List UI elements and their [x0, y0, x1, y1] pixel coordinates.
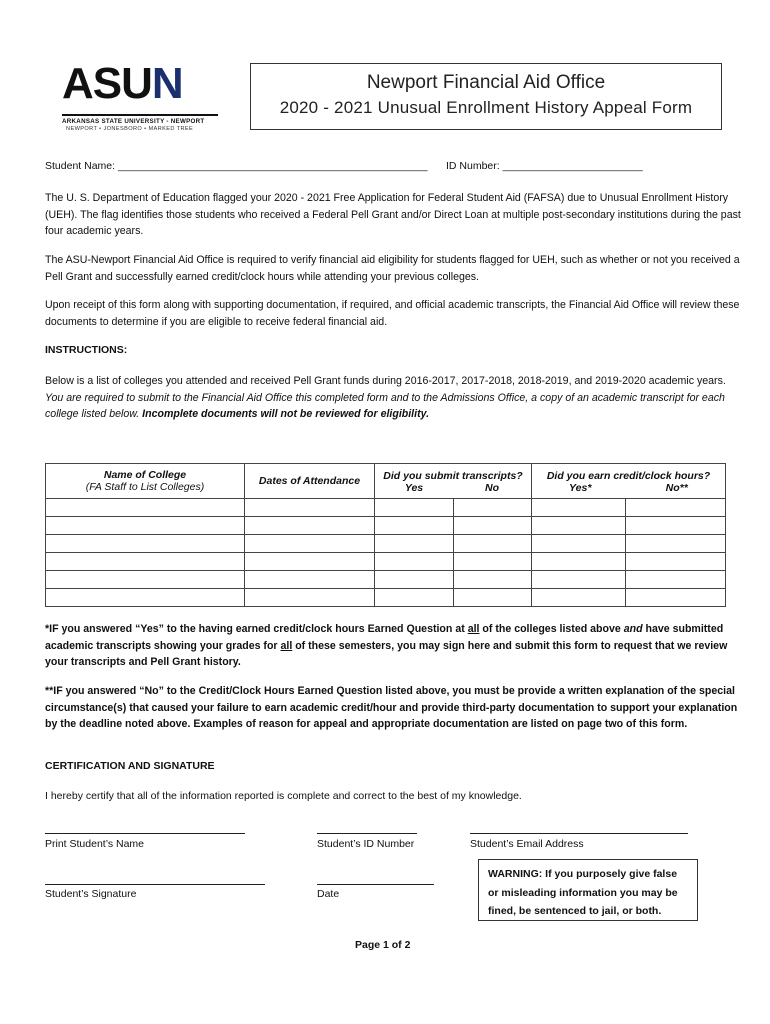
- student-id-line[interactable]: [317, 833, 417, 834]
- office-title: Newport Financial Aid Office: [366, 72, 606, 93]
- table-row[interactable]: [46, 535, 726, 553]
- certification-heading: CERTIFICATION AND SIGNATURE: [45, 760, 215, 772]
- signature-label: Student’s Signature: [45, 888, 137, 900]
- logo-towns: NEWPORT • JONESBORO • MARKED TREE: [66, 126, 194, 132]
- student-id-label: Student’s ID Number: [317, 838, 415, 850]
- form-title: 2020 - 2021 Unusual Enrollment History Appeal Form: [279, 98, 693, 117]
- table-row[interactable]: [46, 571, 726, 589]
- instructions-text: Below is a list of colleges you attended and received Pell Grant funds during 2016-2017, 2017-2018, 2018-2019, and 2019-2020 academic years. You are required to submit to the Financial Aid Office this completed form and to the Admissions Office, a copy of an academic transcript for each college listed below. Incomplete documents will not be reviewed for eligibility.: [45, 375, 726, 420]
- table-row[interactable]: [46, 499, 726, 517]
- date-label: Date: [317, 888, 340, 900]
- logo-wordmark: ASUN: [62, 59, 183, 108]
- col-hours-header: Did you earn credit/clock hours? Yes* No**: [532, 464, 726, 499]
- student-name-field[interactable]: Student Name: _____________________________________________________: [45, 160, 428, 172]
- logo-state-line: ARKANSAS STATE UNIVERSITY - NEWPORT: [62, 114, 218, 125]
- email-label: Student’s Email Address: [470, 838, 584, 850]
- no-answer-note: **IF you answered “No” to the Credit/Clock Hours Earned Question listed above, you must be provide a written explanation of the special circumstance(s) that caused your failure to earn academic credit/hour and provide third-party documentation to support your explanation by the deadline noted above. Examples of reason for appeal and appropriate documentation are listed on page two of this form.: [45, 685, 738, 730]
- email-line[interactable]: [470, 833, 688, 834]
- review-paragraph: Upon receipt of this form along with supporting documentation, if required, and official academic transcripts, the Financial Aid Office will review these documents to determine if you are eligible to receive federal financial aid.: [45, 299, 740, 328]
- table-row[interactable]: [46, 553, 726, 571]
- college-table: [45, 463, 726, 607]
- col-college-header: Name of College (FA Staff to List Colleges): [46, 464, 245, 499]
- col-dates-header: Dates of Attendance: [245, 464, 375, 499]
- certification-statement: I hereby certify that all of the information reported is complete and correct to the best of my knowledge.: [45, 790, 522, 802]
- date-line[interactable]: [317, 884, 434, 885]
- yes-answer-note: *IF you answered “Yes” to the having earned credit/clock hours Earned Question at all of the colleges listed above and have submitted academic transcripts showing your grades for all of these semesters, you may sign here and submit this form to request that we review your transcripts and Pell Grant history.: [45, 623, 728, 668]
- verification-paragraph: The ASU-Newport Financial Aid Office is required to verify financial aid eligibility for students flagged for UEH, such as whether or not you received a Pell Grant and successfully earned credit/clock hours while attending your previous colleges.: [45, 254, 740, 283]
- table-row[interactable]: [46, 517, 726, 535]
- print-name-line[interactable]: [45, 833, 245, 834]
- signature-line[interactable]: [45, 884, 265, 885]
- table-header-row: [46, 464, 726, 499]
- page-number: Page 1 of 2: [355, 939, 411, 951]
- warning-box: WARNING: If you purposely give false or misleading information you may be fined, be sentenced to jail, or both.: [478, 859, 698, 921]
- instructions-heading: INSTRUCTIONS:: [45, 344, 128, 356]
- table-row[interactable]: [46, 589, 726, 607]
- asu-newport-logo: [60, 59, 220, 138]
- print-name-label: Print Student’s Name: [45, 838, 145, 850]
- id-number-field[interactable]: ID Number: ________________________: [446, 160, 643, 172]
- ueh-explanation: The U. S. Department of Education flagged your 2020 - 2021 Free Application for Federal Student Aid (FAFSA) due to Unusual Enrollment History (UEH). The flag identifies those students who received a Federal Pell Grant and/or Direct Loan at multiple post-secondary institutions during the past four academic years.: [45, 192, 741, 237]
- form-title-box: [250, 63, 722, 130]
- col-transcripts-header: Did you submit transcripts? Yes No: [375, 464, 532, 499]
